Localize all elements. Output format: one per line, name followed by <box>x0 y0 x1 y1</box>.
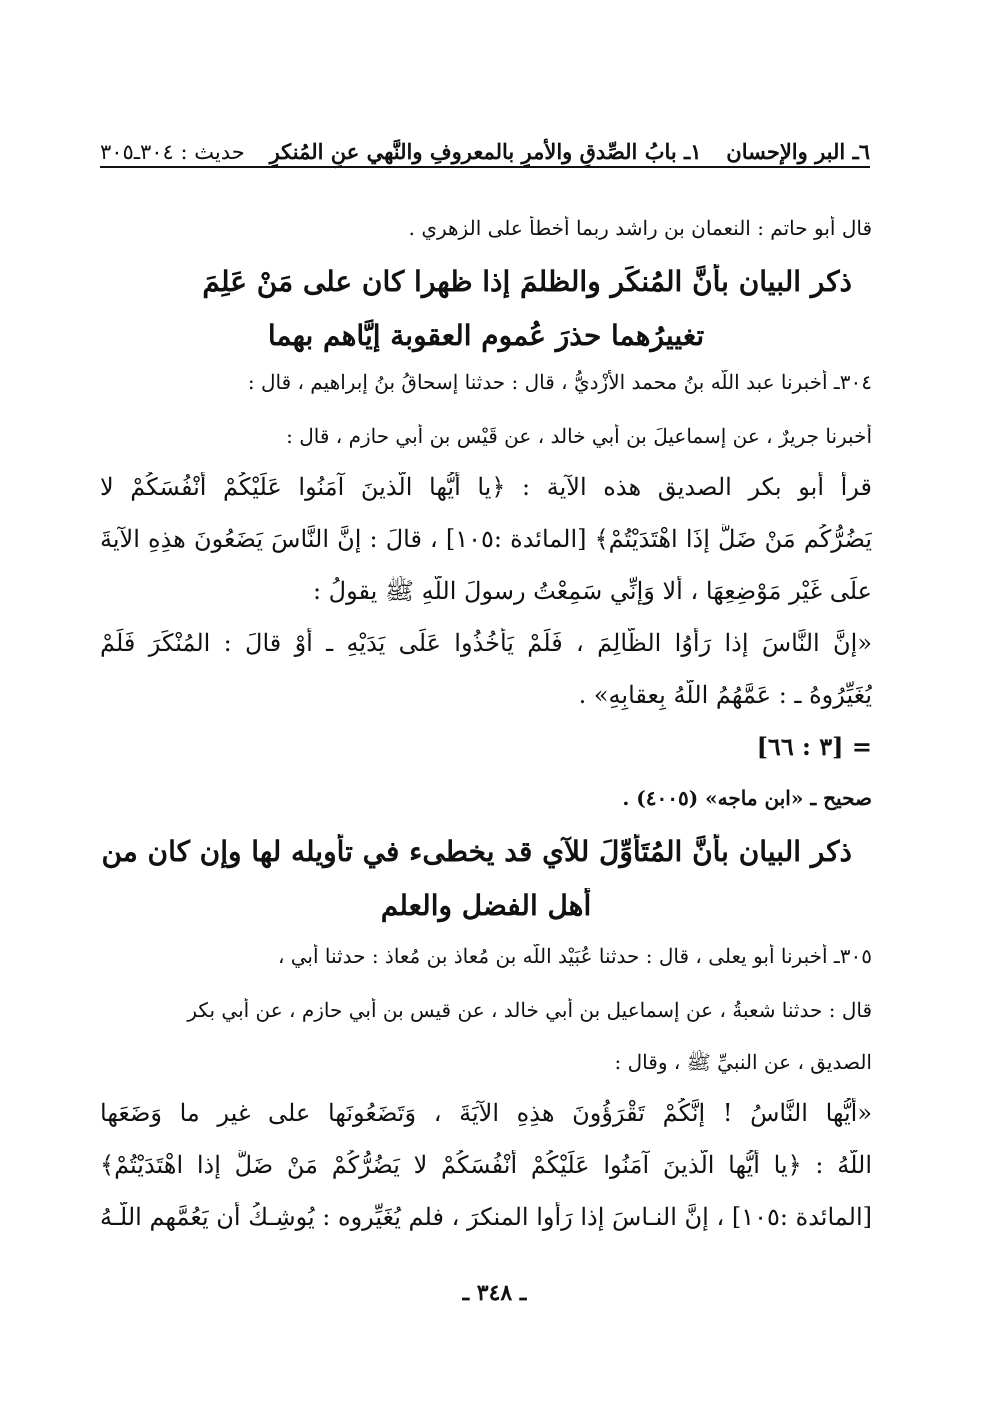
note-line: قال أبو حاتم : النعمان بن راشد ربما أخطأ على الزهري . <box>408 216 872 240</box>
hadith-304-isnad-line-2: أخبرنا جريرٌ ، عن إسماعيلَ بنِ أبي خالد ، عن قَيْسِ بنِ أبي حازم ، قال : <box>286 424 872 448</box>
hadith-range: حديث : ٣٠٤ـ٣٠٥ <box>100 140 245 164</box>
chapter-title: ٦ـ البر والإحسان <box>726 139 870 164</box>
chapter-heading-line-1: ذكر البيان بأنَّ المُنكَر والظلمَ إذا ظهرا كان على مَنْ عَلِمَ <box>202 265 852 298</box>
section-title: ١ـ بابُ الصِّدقِ والأمرِ بالمعروفِ والنَّهي عنِ المُنكرِ <box>269 139 702 164</box>
grading-line: صحيح ـ «ابن ماجه» (٤٠٠٥) . <box>622 786 872 810</box>
chapter-heading-2-line-1: ذكر البيان بأنَّ المُتَأَوِّلَ للآي قد يخطىء في تأويله لها وإن كان من <box>101 835 852 868</box>
chapter-heading-line-2: تغييرُهما حذرَ عُمومِ العقوبة إيَّاهم بهما <box>267 319 705 352</box>
chapter-heading-2-line-2: أهل الفضل والعلم <box>380 889 592 922</box>
hadith-305-text-line-3: [المائدة :١٠٥] ، إنَّ النـاسَ إذا رَأَوا المنكرَ ، فلم يُغَيِّروه : يُوشِـكُ أَن يَعُمَّهم اللَّـهُ <box>100 1203 872 1231</box>
hadith-305-text-line-2: اللَّهُ : ﴿يا أيُّها الَّذينَ آمَنُوا عَلَيْكُمْ أَنْفُسَكُمْ لا يَضُرُّكُمْ مَنْ ضَلَّ إذا اهْتَدَيْتُمْ﴾ <box>100 1151 872 1179</box>
hadith-305-isnad-line-2: قال : حدثنا شعبةُ ، عن إسماعيل بن أبي خالد ، عن قيس بن أبي حازم ، عن أبي بكر <box>187 998 872 1022</box>
hadith-304-text-line-5: يُغَيِّرُوهُ ـ : عَمَّهُمُ اللَّهُ بِعقابِهِ» . <box>578 681 872 709</box>
hadith-305-isnad-line-3: الصديق ، عن النبيِّ ﷺ ، وقال : <box>614 1050 872 1074</box>
hadith-305-isnad-line-1: ٣٠٥ـ أخبرنا أبو يعلى ، قال : حدثنا عُبَيْد اللَّه بن مُعاذ بن مُعاذ : حدثنا أبي ، <box>277 944 872 968</box>
hadith-304-text-line-2: يَضُرُّكُم مَنْ ضَلَّ إذَا اهْتَدَيْتُمْ﴾ [المائدة :١٠٥] ، قالَ : إنَّ النَّاسَ يَضَعُونَ هذِهِ الآيةَ <box>100 525 872 553</box>
hadith-304-text-line-3: علَى غَيْرِ مَوْضِعِهَا ، أَلا وَإِنِّي سَمِعْتُ رسولَ اللَّهِ ﷺ يقولُ : <box>312 577 872 605</box>
running-header <box>100 120 870 164</box>
hadith-304-isnad-line-1: ٣٠٤ـ أخبرنا عبد اللَّه بنُ محمد الأَزْديُّ ، قال : حدثنا إسحاقُ بنُ إبراهيم ، قال : <box>247 370 872 394</box>
cross-reference: = [٣ : ٦٦] <box>756 732 872 761</box>
page-number: ـ ٣٤٨ ـ <box>462 1280 527 1306</box>
hadith-304-text-line-4: «إنَّ النَّاسَ إذا رَأَوُا الظَّالِمَ ، فَلَمْ يَأْخُذُوا عَلَى يَدَيْهِ ـ أَوْ قالَ : المُنْكَرَ فَلَمْ <box>100 629 872 657</box>
hadith-305-text-line-1: «أيُّها النَّاسُ ! إنَّكُمْ تَقْرَؤُونَ هذِهِ الآيَةَ ، وَتَضَعُونَها على غيرِ ما وَضَعَها <box>100 1099 872 1127</box>
hadith-304-text-line-1: قرأ أبو بكر الصديق هذه الآية : ﴿يا أيُّها الَّذينَ آمَنُوا عَلَيْكُمْ أَنْفُسَكُمْ لا <box>100 473 872 501</box>
header-divider <box>100 166 870 168</box>
